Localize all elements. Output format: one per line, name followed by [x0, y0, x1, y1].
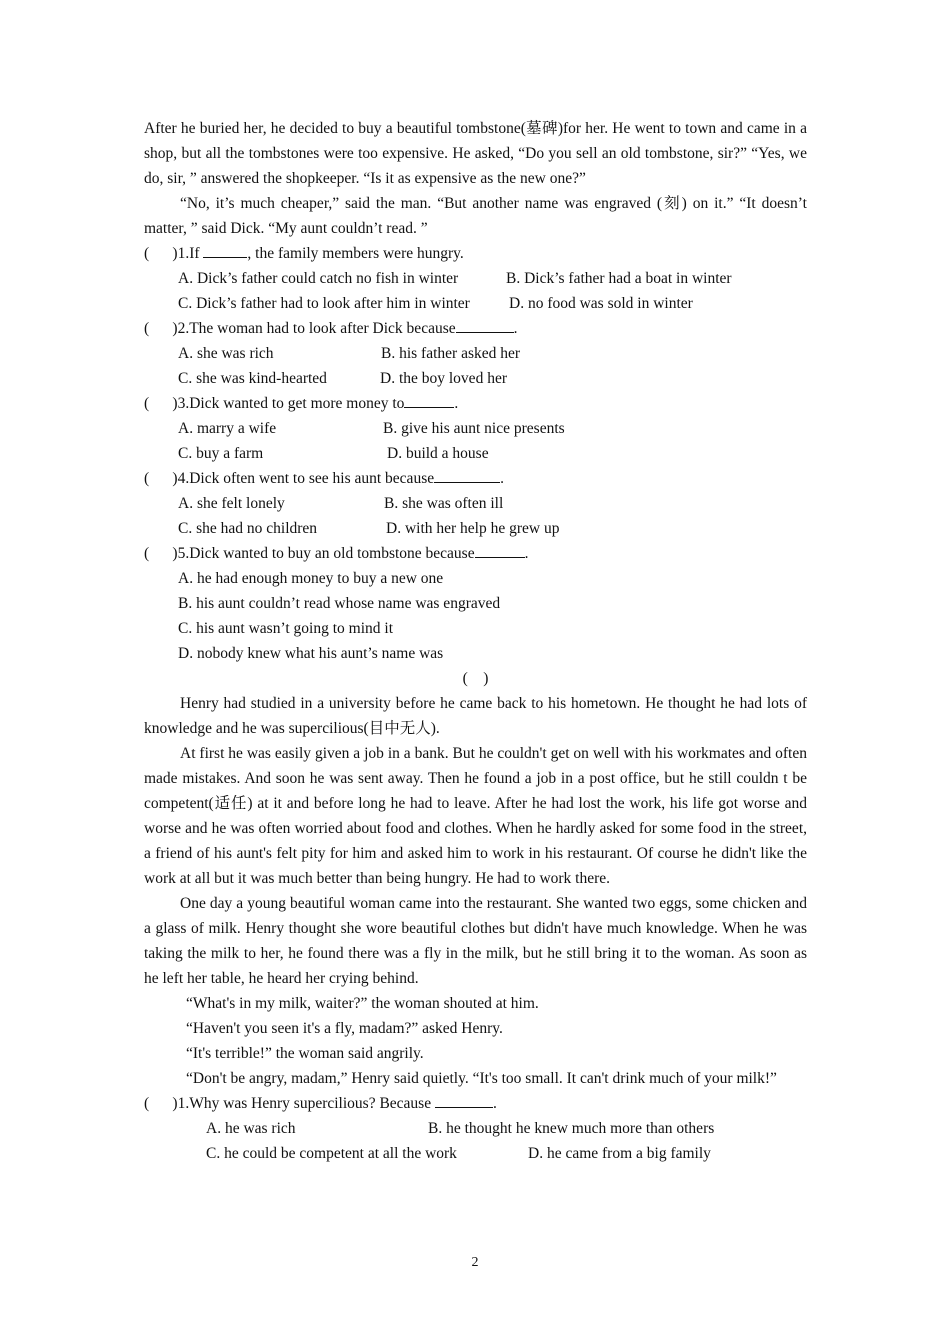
options-q2-1: [206, 1116, 807, 1166]
answer-blank: [434, 468, 500, 483]
page-content: [144, 116, 807, 1166]
options-q3: [178, 416, 807, 466]
page-number: 2: [471, 1255, 479, 1270]
option-b: B. give his aunt nice presents: [383, 420, 565, 437]
option-d: D. no food was sold in winter: [509, 295, 693, 312]
option-a: A. he had enough money to buy a new one: [178, 570, 444, 587]
option-d: D. the boy loved her: [380, 370, 507, 387]
options-q1: [178, 266, 807, 316]
option-a: A. she felt lonely: [178, 495, 285, 512]
option-b: B. Dick’s father had a boat in winter: [506, 270, 732, 287]
option-d: D. build a house: [387, 445, 489, 462]
question-3: ( )3.Dick wanted to get more money to .: [144, 395, 459, 412]
passage-paragraph: One day a young beautiful woman came into the restaurant. She wanted two eggs, some chicken and a glass of milk. Henry thought she wore beautiful clothes but didn't have much knowledge. When he was taking the milk to her, he found there was a fly in the milk, but he still bring it to the woman. As soon as he left her table, he heard her crying behind.: [144, 895, 807, 987]
option-d: D. nobody knew what his aunt’s name was: [178, 645, 444, 662]
option-a: A. marry a wife: [178, 420, 277, 437]
option-d: D. he came from a big family: [528, 1145, 711, 1162]
question-2: ( )2.The woman had to look after Dick because .: [144, 320, 518, 337]
option-b: B. his father asked her: [381, 345, 521, 362]
option-c: C. he could be competent at all the work: [206, 1145, 457, 1162]
option-a: A. Dick’s father could catch no fish in winter: [178, 270, 459, 287]
answer-blank: [435, 1093, 493, 1108]
option-c: C. his aunt wasn’t going to mind it: [178, 620, 393, 637]
passage-paragraph: After he buried her, he decided to buy a beautiful tombstone(墓碑)for her. He went to town and came in a shop, but all the tombstones were too expensive. He asked, “Do you sell an old tombstone, sir?” “Yes, we do, sir, ” answered the shopkeeper. “Is it as expensive as the new one?”: [144, 120, 807, 187]
option-b: B. his aunt couldn’t read whose name was engraved: [178, 595, 501, 612]
answer-blank: [456, 318, 514, 333]
dialogue-line: “It's terrible!” the woman said angrily.: [186, 1045, 424, 1062]
question-5: ( )5.Dick wanted to buy an old tombstone because .: [144, 545, 529, 562]
option-c: C. Dick’s father had to look after him in winter: [178, 295, 470, 312]
question-1: ( )1.If , the family members were hungry.: [144, 245, 464, 262]
option-a: A. she was rich: [178, 345, 274, 362]
dialogue-line: “Don't be angry, madam,” Henry said quietly. “It's too small. It can't drink much of your milk!”: [186, 1070, 777, 1087]
dialogue-line: “Haven't you seen it's a fly, madam?” asked Henry.: [186, 1020, 503, 1037]
question-4: ( )4.Dick often went to see his aunt because .: [144, 470, 504, 487]
section-heading: ( ): [462, 670, 489, 687]
option-b: B. she was often ill: [384, 495, 504, 512]
option-c: C. she had no children: [178, 520, 318, 537]
option-d: D. with her help he grew up: [386, 520, 560, 537]
answer-blank: [404, 393, 454, 408]
question-2-1: ( )1.Why was Henry supercilious? Because .: [144, 1095, 497, 1112]
dialogue-line: “What's in my milk, waiter?” the woman shouted at him.: [186, 995, 539, 1012]
options-q4: [178, 491, 807, 541]
answer-blank: [475, 543, 525, 558]
option-c: C. buy a farm: [178, 445, 264, 462]
passage-paragraph: At first he was easily given a job in a bank. But he couldn't get on well with his workmates and often made mistakes. And soon he was sent away. Then he found a job in a post office, but he still couldn t be competent(适任) at it and before long he had to leave. After he had lost the work, his life got worse and worse and he was often worried about food and clothes. When he hardly asked for some food in the street, a friend of his aunt's felt pity for him and asked him to work in his restaurant. Of course he didn't like the work at all but it was much better than being hungry. He had to work there.: [144, 745, 807, 887]
passage-paragraph: Henry had studied in a university before he came back to his hometown. He thought he had lots of knowledge and he was supercilious(目中无人).: [144, 695, 807, 737]
options-q2: [178, 341, 807, 391]
option-c: C. she was kind-hearted: [178, 370, 327, 387]
options-q5: [178, 566, 807, 666]
option-b: B. he thought he knew much more than others: [428, 1120, 715, 1137]
answer-blank: [203, 243, 247, 258]
passage-paragraph: “No, it’s much cheaper,” said the man. “But another name was engraved (刻) on it.” “It doesn’t matter, ” said Dick. “My aunt couldn’t read. ”: [144, 195, 807, 237]
option-a: A. he was rich: [206, 1120, 296, 1137]
